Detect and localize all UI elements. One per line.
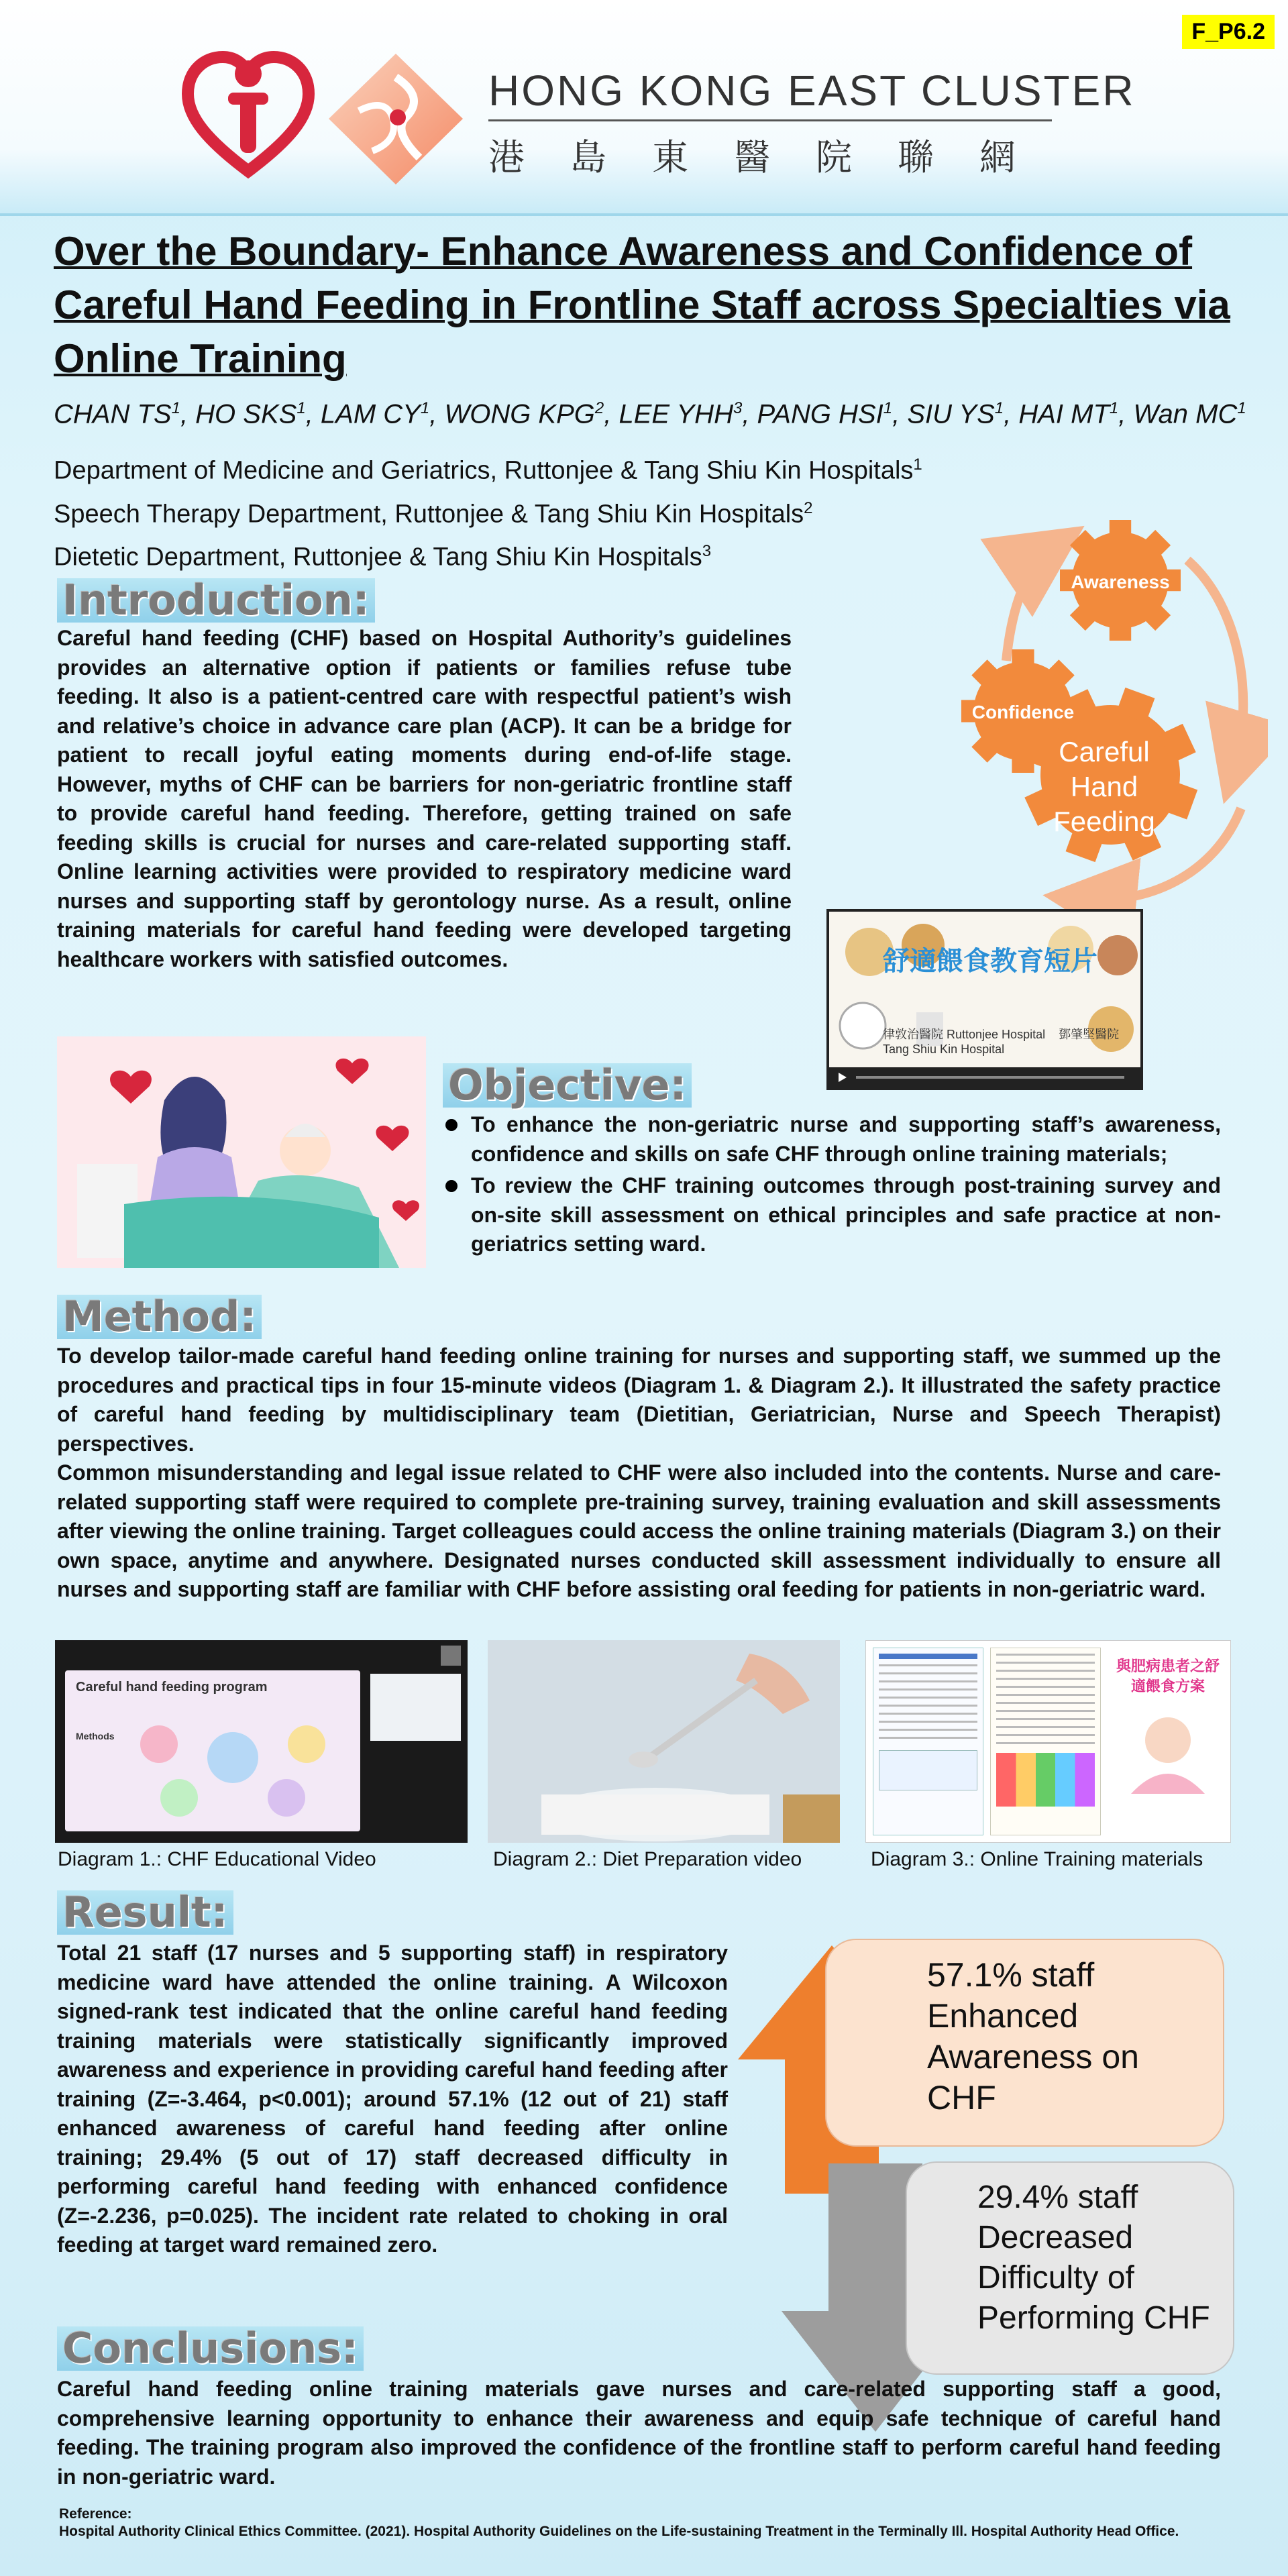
- introduction-heading: Introduction:: [57, 578, 375, 623]
- method-text: [57, 1342, 1221, 1605]
- author-affiliation-marker: 1: [994, 399, 1004, 417]
- author-name: SIU YS: [907, 399, 995, 429]
- org-divider: [488, 119, 1052, 121]
- awareness-line: Awareness on: [927, 2038, 1139, 2076]
- reference-block: [59, 2506, 1233, 2540]
- video-hospital-1: 律敦治醫院 Ruttonjee Hospital: [883, 1028, 1046, 1041]
- poster-code-badge: F_P6.2: [1182, 15, 1275, 49]
- introduction-text: Careful hand feeding (CHF) based on Hospital Authority’s guidelines provides an alternative option if patients or families refuse tube feeding. It also is a patient-centred care with respectful patient’s wish and relative’s choice in advance care plan (ACP). It can be a bridge for patient to recall joyful eating moments during end-of-life stage. However, myths of CHF can be barriers for non-geriatric frontline staff to provide careful hand feeding. Therefore, getting trained on safe feeding skills is crucial for nurses and care-related supporting staff. Online learning activities were provided to respiratory medicine ward nurses and supporting staff by gerontology nurse. As a result, online training materials for careful hand feeding were developed targeting healthcare workers with satisfied outcomes.: [57, 626, 792, 971]
- author-name: HO SKS: [195, 399, 297, 429]
- poster-title: [54, 225, 1234, 386]
- result-text: Total 21 staff (17 nurses and 5 supporting staff) in respiratory medicine ward have attended the online training. A Wilcoxon signed-rank test indicated that the online careful hand feeding training materials were statistically significantly improved awareness and experience in providing careful hand feeding after training (Z=-3.464, p<0.001); around 57.1% (12 out of 21) staff enhanced awareness of careful hand feeding after online training; 29.4% (5 out of 17) staff decreased difficulty in performing careful hand feeding with enhanced confidence (Z=-2.236, p=0.025). The incident rate related to choking in oral feeding at target ward remained zero.: [57, 1941, 728, 2257]
- awareness-line: Enhanced: [927, 1997, 1079, 2035]
- department-marker: 1: [913, 455, 922, 474]
- author-affiliation-marker: 1: [171, 399, 180, 417]
- awareness-result-box: [825, 1939, 1224, 2147]
- org-name-chinese: 港島東醫院聯網: [488, 136, 1061, 178]
- department-name: Speech Therapy Department, Ruttonjee & Tang Shiu Kin Hospitals: [54, 500, 804, 529]
- author-name: LAM CY: [320, 399, 421, 429]
- difficulty-result-box: [906, 2161, 1234, 2375]
- education-video-thumbnail[interactable]: [826, 909, 1143, 1090]
- department-name: Department of Medicine and Geriatrics, Ruttonjee & Tang Shiu Kin Hospitals: [54, 456, 914, 485]
- author-affiliation-marker: 2: [594, 399, 604, 417]
- slide-title: Careful hand feeding program: [76, 1680, 268, 1695]
- food-bowls-icon: [829, 912, 1143, 1090]
- objective-item: To review the CHF training outcomes through post-training survey and on-site skill assessment on ethical principles and safe practice at non-geriatrics setting ward.: [443, 1171, 1221, 1259]
- video-title: 舒適餵食教育短片: [883, 946, 1097, 977]
- conclusions-text: Careful hand feeding online training materials gave nurses and care-related supporting staff a good, comprehensive learning opportunity to enhance their awareness and equip safe technique of careful hand feeding. The training program also improved the confidence of the frontline staff to perform careful hand feeding in non-geriatric ward.: [57, 2377, 1221, 2489]
- video-hospital-names: [883, 1025, 1140, 1057]
- author-affiliation-marker: 1: [1109, 399, 1119, 417]
- awareness-line: CHF: [927, 2079, 996, 2116]
- objective-item: To enhance the non-geriatric nurse and supporting staff’s awareness, confidence and skills on safe CHF through online training materials;: [443, 1110, 1221, 1169]
- method-heading: Method:: [57, 1295, 262, 1339]
- hospital-authority-logo-icon: [181, 47, 315, 181]
- department-marker: 3: [702, 542, 712, 561]
- conclusions-heading: Conclusions:: [57, 2326, 364, 2371]
- org-name-english: HONG KONG EAST CLUSTER: [488, 66, 1136, 115]
- gear-awareness-label: Awareness: [1071, 572, 1170, 592]
- hkec-cluster-logo-icon: [325, 50, 466, 188]
- gear-big-label-1: Careful: [1059, 736, 1150, 767]
- difficulty-line: Decreased: [977, 2220, 1134, 2255]
- reference-text: Hospital Authority Clinical Ethics Committee. (2021). Hospital Authority Guidelines on the Life-sustaining Treatment in the Terminally Ill. Hospital Authority Head Office.: [59, 2524, 1179, 2539]
- author-name: PANG HSI: [757, 399, 883, 429]
- play-icon[interactable]: [829, 1067, 1143, 1087]
- author-name: Wan MC: [1133, 399, 1238, 429]
- slide-panel: [65, 1670, 360, 1831]
- difficulty-line: Difficulty of: [977, 2260, 1134, 2296]
- department-marker: 2: [804, 498, 813, 517]
- gear-confidence-label: Confidence: [971, 702, 1075, 722]
- cycle-arrow-top: [1006, 547, 1053, 661]
- diagram-3-caption: Diagram 3.: Online Training materials: [871, 1848, 1203, 1870]
- author-name: HAI MT: [1018, 399, 1110, 429]
- video-control-bar[interactable]: [829, 1067, 1140, 1087]
- video-hospital-2: 鄧肇堅醫院 Tang Shiu Kin Hospital: [883, 1028, 1120, 1056]
- leaflet-cover: [1111, 1648, 1225, 1835]
- gear-big-label-2: Hand: [1070, 771, 1138, 802]
- header-banner: [0, 0, 1288, 216]
- department-name: Dietetic Department, Ruttonjee & Tang Shiu Kin Hospitals: [54, 543, 702, 572]
- author-affiliation-marker: 1: [883, 399, 893, 417]
- diagram-3-training-materials-screenshot[interactable]: [865, 1640, 1231, 1843]
- awareness-line: 57.1% staff: [927, 1956, 1095, 1994]
- author-affiliation-marker: 1: [1237, 399, 1246, 417]
- caregiver-feeding-illustration: [57, 1036, 426, 1268]
- objective-list: [443, 1110, 1221, 1262]
- slide-diagram-icon: [112, 1717, 354, 1825]
- slide-methods-label: Methods: [76, 1731, 115, 1741]
- diagram-2-caption: Diagram 2.: Diet Preparation video: [493, 1848, 802, 1870]
- side-thumbnail: [370, 1674, 461, 1741]
- method-paragraph-2: Common misunderstanding and legal issue related to CHF were also included into the contents. Nurse and care-related supporting staff were required to complete pre-training survey, training evaluation and skill assessments after viewing the online training. Target colleagues could access the online training materials (Diagram 3.) on their own space, anytime and anywhere. Designated nurses conducted skill assessment individually to ensure all nurses and supporting staff are familiar with CHF before assisting oral feeding for patients in non-geriatric ward.: [57, 1460, 1221, 1601]
- reference-label: Reference:: [59, 2506, 132, 2522]
- spoon-jar-icon: [488, 1640, 840, 1843]
- gear-big-label-3: Feeding: [1053, 806, 1155, 837]
- diagram-1-caption: Diagram 1.: CHF Educational Video: [58, 1848, 376, 1870]
- author-affiliation-marker: 1: [420, 399, 430, 417]
- leaflet-cover-title: 與肥病患者之舒適餵食方案: [1116, 1658, 1220, 1695]
- leaflet-page-2: [990, 1648, 1101, 1835]
- difficulty-line: Performing CHF: [977, 2300, 1210, 2336]
- result-heading: Result:: [57, 1890, 233, 1935]
- author-name: CHAN TS: [54, 399, 172, 429]
- difficulty-line: 29.4% staff: [977, 2180, 1138, 2215]
- method-paragraph-1: To develop tailor-made careful hand feeding online training for nurses and supporting staff, we summed up the procedures and practical tips in four 15-minute videos (Diagram 1. & Diagram 2.). It illustrated the safety practice of careful hand feeding by multidisciplinary team (Dietitian, Geriatrician, Nurse and Speech Therapist) perspectives.: [57, 1344, 1221, 1456]
- author-name: LEE YHH: [619, 399, 733, 429]
- diagram-2-diet-preparation-screenshot[interactable]: [488, 1640, 840, 1843]
- leaflet-page-1: [873, 1648, 983, 1835]
- objective-heading: Objective:: [443, 1063, 692, 1108]
- leaflet-elderly-icon: [1111, 1707, 1225, 1801]
- diagram-1-video-screenshot[interactable]: [55, 1640, 468, 1843]
- webcam-tile: [441, 1646, 461, 1666]
- author-list: CHAN $TS^1$, HO SKS$^1$, LAM $CY^1$, WONG KPG$^2$, LEE YHH$^3$, PANG HSI$^1$, SIU $YS^1$, HAI $MT^1$, Wan $MC^1$: [54, 399, 1246, 429]
- poster-title-text: Over the Boundary- Enhance Awareness and Confidence of Careful Hand Feeding in Frontline Staff across Specialties via Online Training: [54, 229, 1230, 381]
- author-affiliation-marker: 3: [733, 399, 743, 417]
- author-affiliation-marker: 1: [297, 399, 306, 417]
- author-name: WONG KPG: [444, 399, 595, 429]
- awareness-confidence-gears-diagram: [812, 500, 1268, 916]
- cycle-arrow-right: [1187, 560, 1243, 768]
- department-item: [54, 446, 1060, 490]
